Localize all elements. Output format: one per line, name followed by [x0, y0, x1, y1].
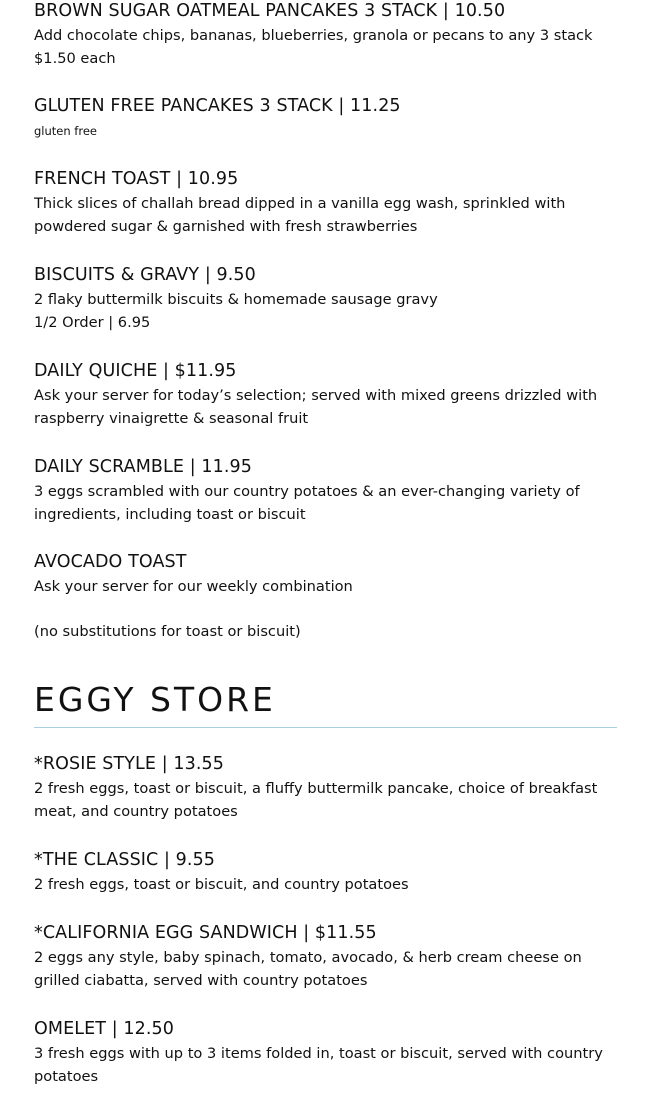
- menu-item-title: OMELET | 12.50: [34, 1019, 174, 1039]
- menu-item-title: BROWN SUGAR OATMEAL PANCAKES 3 STACK | 10.50: [34, 1, 506, 21]
- menu-item-description: 3 eggs scrambled with our country potatoes & an ever-changing variety of ingredients, including toast or biscuit: [34, 483, 580, 523]
- menu-item-title: GLUTEN FREE PANCAKES 3 STACK | 11.25: [34, 96, 401, 116]
- menu-item-title: *THE CLASSIC | 9.55: [34, 850, 216, 870]
- menu-item: [34, 922, 617, 992]
- menu-item-title: FRENCH TOAST | 10.95: [34, 169, 239, 189]
- menu-item-description: Ask your server for today’s selection; served with mixed greens drizzled with raspberry vinaigrette & seasonal fruit: [34, 387, 598, 427]
- substitution-note: (no substitutions for toast or biscuit): [34, 623, 301, 640]
- menu-item-description: 2 flaky buttermilk biscuits & homemade sausage gravy: [34, 291, 438, 308]
- section-title: EGGY STORE: [34, 680, 276, 719]
- menu-item-title: *CALIFORNIA EGG SANDWICH | $11.55: [34, 923, 377, 943]
- menu-item-title: DAILY QUICHE | $11.95: [34, 361, 237, 381]
- menu-item: [34, 0, 617, 70]
- menu-item-description: Thick slices of challah bread dipped in a vanilla egg wash, sprinkled with powdered sugar & garnished with fresh strawberries: [34, 195, 566, 235]
- menu-item-description: 2 fresh eggs, toast or biscuit, and country potatoes: [34, 876, 409, 893]
- menu-item-title: DAILY SCRAMBLE | 11.95: [34, 457, 252, 477]
- menu-item: [34, 168, 617, 238]
- menu-item-description: Add chocolate chips, bananas, blueberries, granola or pecans to any 3 stack $1.50 each: [34, 27, 593, 67]
- menu-item-description: 2 fresh eggs, toast or biscuit, a fluffy buttermilk pancake, choice of breakfast meat, and country potatoes: [34, 780, 598, 820]
- menu-item: [34, 456, 617, 526]
- menu-item: [34, 95, 401, 140]
- menu-item-description: gluten free: [34, 124, 97, 138]
- menu-item-title: *ROSIE STYLE | 13.55: [34, 754, 224, 774]
- menu-item-description: Ask your server for our weekly combination: [34, 578, 353, 595]
- menu-item: [34, 849, 409, 896]
- menu-item-title: BISCUITS & GRAVY | 9.50: [34, 265, 256, 285]
- menu-item-description: 3 fresh eggs with up to 3 items folded in, toast or biscuit, served with country potatoes: [34, 1045, 603, 1085]
- menu-item: [34, 360, 617, 430]
- menu-item: [34, 551, 353, 598]
- menu-item: [34, 1018, 617, 1088]
- menu-item-description: 2 eggs any style, baby spinach, tomato, avocado, & herb cream cheese on grilled ciabatta, served with country potatoes: [34, 949, 582, 989]
- menu-item: [34, 753, 617, 823]
- section-divider: [34, 727, 617, 728]
- menu-item-title: AVOCADO TOAST: [34, 552, 187, 572]
- menu-item-half-order: 1/2 Order | 6.95: [34, 314, 151, 331]
- menu-item: [34, 264, 438, 334]
